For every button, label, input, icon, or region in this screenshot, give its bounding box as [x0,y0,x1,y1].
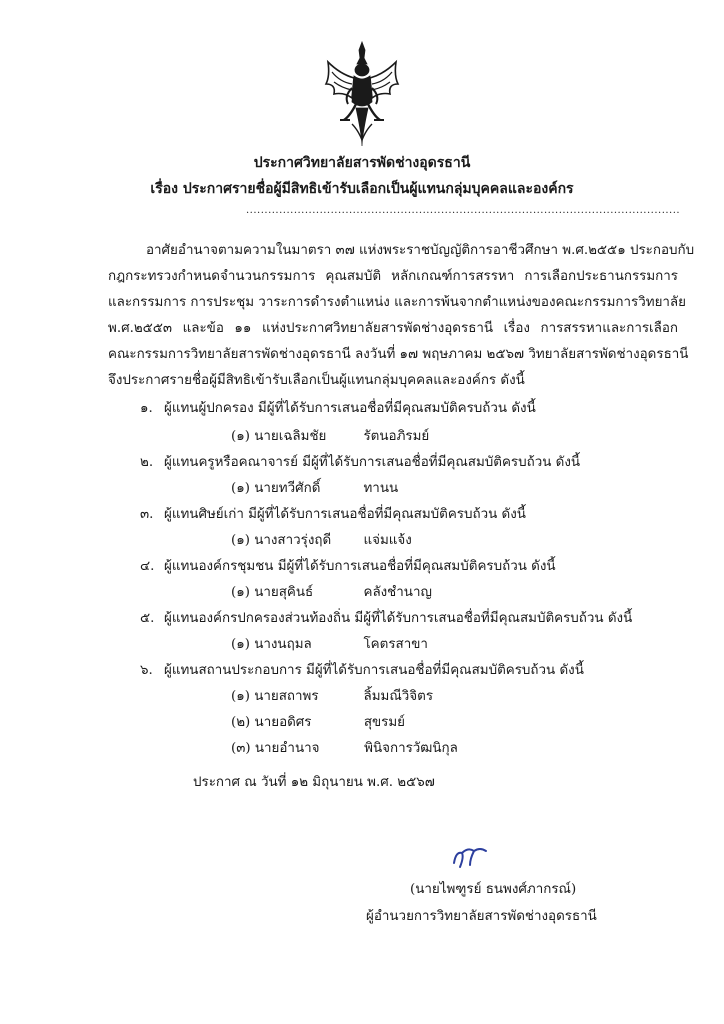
member-index: (๑) [231,689,250,704]
group-heading [140,555,556,576]
member-row [231,685,433,706]
member-index: (๓) [231,741,251,756]
member-surname: สุขรมย์ [363,715,406,730]
member-name: นายสถาพร [254,689,319,704]
body-line: จึงประกาศรายชื่อผู้มีสิทธิเข้ารับเลือกเป็นผู้แทนกลุ่มบุคคลและองค์กร ดังนี้ [108,373,525,388]
member-name: นายทวีศักดิ์ [254,481,321,496]
group-heading-text: ผู้แทนผู้ปกครอง มีผู้ที่ได้รับการเสนอชื่อที่มีคุณสมบัติครบถ้วน ดังนี้ [164,401,536,416]
group-heading-text: ผู้แทนครูหรือคณาจารย์ มีผู้ที่ได้รับการเสนอชื่อที่มีคุณสมบัติครบถ้วน ดังนี้ [164,455,581,470]
member-index: (๑) [231,585,250,600]
member-name: นายเฉลิมชัย [254,429,327,444]
group-heading-text: ผู้แทนศิษย์เก่า มีผู้ที่ได้รับการเสนอชื่อที่มีคุณสมบัติครบถ้วน ดังนี้ [164,507,526,522]
body-line: คณะกรรมการวิทยาลัยสารพัดช่างอุดรธานี ลงวันที่ ๑๗ พฤษภาคม ๒๕๖๗ วิทยาลัยสารพัดช่างอุดรธานี [108,347,689,362]
member-surname: รัตนอภิรมย์ [363,429,430,444]
member-index: (๒) [231,715,251,730]
body-line: กฎกระทรวงกำหนดจำนวนกรรมการ คุณสมบัติ หลักเกณฑ์การสรรหา การเลือกประธานกรรมการ [108,269,678,284]
member-name: นางนฤมล [254,637,312,652]
separator-dots: ...................................................................................................................... [246,205,681,216]
group-number: ๒. [140,455,154,470]
group-heading [140,607,632,628]
signer-position: ผู้อำนวยการวิทยาลัยสารพัดช่างอุดรธานี [366,909,597,924]
group-number: ๕. [140,611,155,626]
member-surname: ลิ้มมณีวิจิตร [363,689,434,704]
body-line: และกรรมการ การประชุม วาระการดำรงตำแหน่ง และการพ้นจากตำแหน่งของคณะกรรมการวิทยาลัย [108,295,686,310]
group-number: ๔. [140,559,155,574]
member-name: นายอดิศร [254,715,312,730]
announcement-subject: เรื่อง ประกาศรายชื่อผู้มีสิทธิเข้ารับเลือกเป็นผู้แทนกลุ่มบุคคลและองค์กร [150,181,574,197]
group-number: ๖. [140,663,153,678]
group-heading [140,451,580,472]
member-surname: ทานน [363,481,399,496]
group-heading-text: ผู้แทนองค์กรปกครองส่วนท้องถิ่น มีผู้ที่ได้รับการเสนอชื่อที่มีคุณสมบัติครบถ้วน ดังนี้ [164,611,633,626]
group-heading-text: ผู้แทนองค์กรชุมชน มีผู้ที่ได้รับการเสนอชื่อที่มีคุณสมบัติครบถ้วน ดังนี้ [164,559,556,574]
group-heading-text: ผู้แทนสถานประกอบการ มีผู้ที่ได้รับการเสนอชื่อที่มีคุณสมบัติครบถ้วน ดังนี้ [164,663,584,678]
member-index: (๑) [231,429,250,444]
group-number: ๑. [140,401,153,416]
member-surname: คลังชำนาญ [363,585,432,600]
group-heading [140,503,526,524]
member-surname: โคตรสาขา [363,637,428,652]
member-row [231,425,429,446]
member-row [231,737,458,758]
body-line: อาศัยอำนาจตามความในมาตรา ๓๗ แห่งพระราชบัญญัติการอาชีวศึกษา พ.ศ.๒๕๕๑ ประกอบกับ [146,243,695,258]
member-surname: แจ่มแจ้ง [363,533,412,548]
member-row [231,633,428,654]
member-row [231,581,432,602]
body-line: พ.ศ.๒๕๕๓ และข้อ ๑๑ แห่งประกาศวิทยาลัยสารพัดช่างอุดรธานี เรื่อง การสรรหาและการเลือก [108,321,678,336]
member-row [231,529,412,550]
signer-name: (นายไพฑูรย์ ธนพงศ์ภากรณ์) [410,882,577,897]
member-row [231,477,398,498]
group-heading [140,659,584,680]
announcement-title: ประกาศวิทยาลัยสารพัดช่างอุดรธานี [253,155,471,171]
group-heading [140,397,536,418]
member-name: นางสาวรุ่งฤดี [254,533,332,548]
signature-icon [448,843,492,871]
garuda-emblem-icon [322,40,402,148]
member-name: นายสุคินธ์ [254,585,314,600]
member-index: (๑) [231,481,250,496]
member-index: (๑) [231,533,250,548]
member-row [231,711,405,732]
announcement-date: ประกาศ ณ วันที่ ๑๒ มิถุนายน พ.ศ. ๒๕๖๗ [193,775,435,790]
member-index: (๑) [231,637,250,652]
group-number: ๓. [140,507,154,522]
member-surname: พินิจการวัฒนิกุล [364,741,458,756]
member-name: นายอำนาจ [254,741,320,756]
